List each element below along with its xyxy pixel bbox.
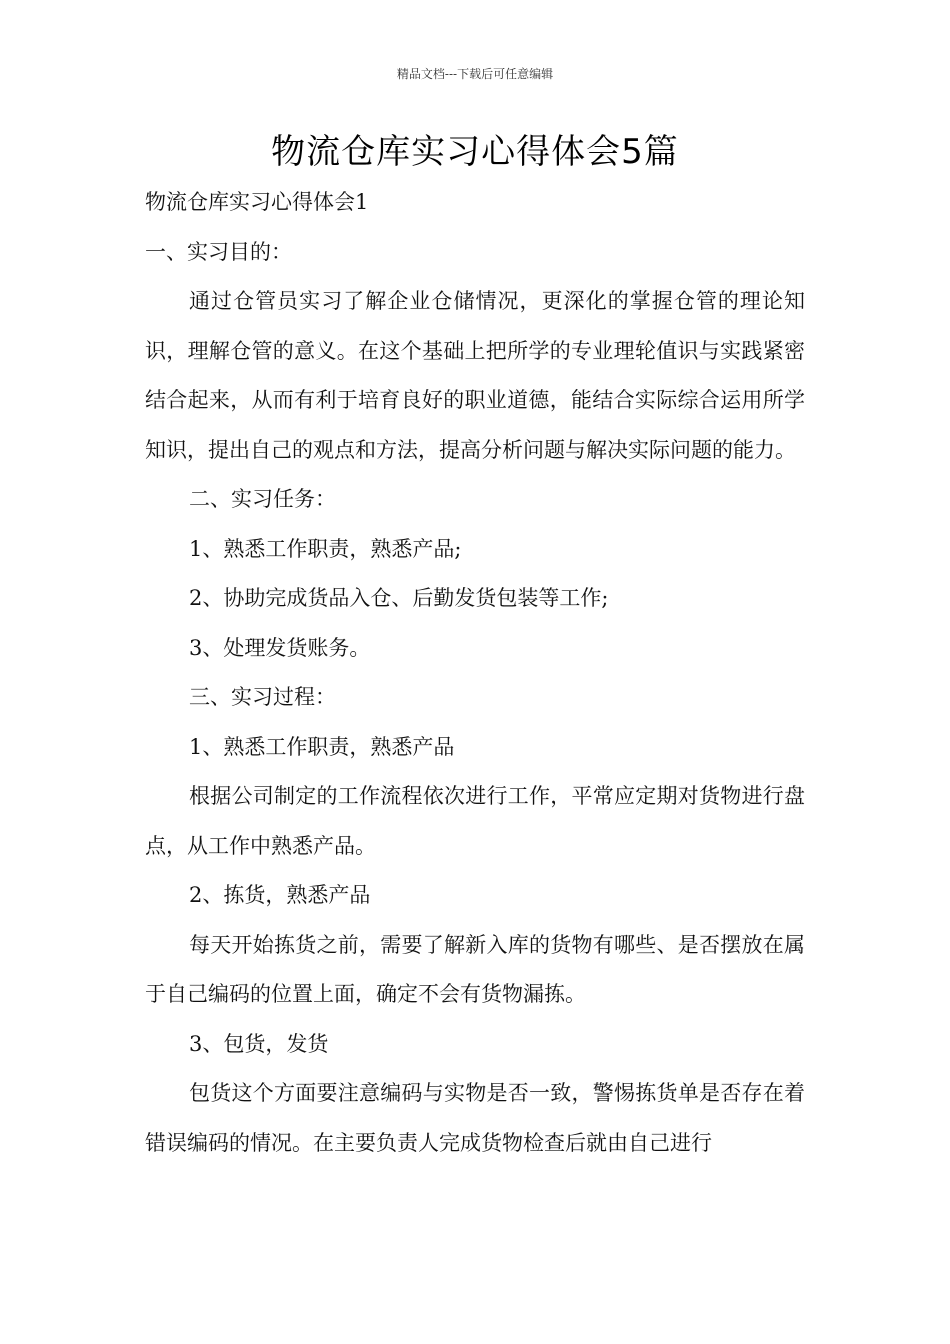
paragraph-list-item: 2、拣货，熟悉产品: [189, 883, 371, 907]
paragraph-body: 根据公司制定的工作流程依次进行工作，平常应定期对货物进行盘点，从工作中熟悉产品。: [145, 784, 805, 858]
paragraph-list-item: 1、熟悉工作职责，熟悉产品;: [189, 536, 462, 561]
document-body: [145, 178, 805, 1168]
paragraph-section-heading: 三、实习过程：: [189, 685, 336, 709]
paragraph-body: 包货这个方面要注意编码与实物是否一致，警惕拣货单是否存在着错误编码的情况。在主要负责人完成货物检查后就由自己进行: [145, 1081, 805, 1155]
paragraph-list-item: 2、协助完成货品入仓、后勤发货包装等工作;: [189, 586, 609, 610]
paragraph-section-heading: 二、实习任务：: [189, 487, 336, 511]
document-title: 物流仓库实习心得体会5篇: [271, 132, 679, 172]
paragraph-list-item: 3、包货，发货: [189, 1031, 329, 1056]
paragraph-body: 每天开始拣货之前，需要了解新入库的货物有哪些、是否摆放在属于自己编码的位置上面，确定不会有货物漏拣。: [145, 932, 805, 1006]
paragraph-purpose: 通过仓管员实习了解企业仓储情况，更深化的掌握仓管的理论知识，理解仓管的意义。在这个基础上把所学的专业理轮值识与实践紧密结合起来，从而有利于培育良好的职业道德，能结合实际综合运用所学知识，提出自己的观点和方法，提高分析问题与解决实际问题的能力。: [145, 289, 805, 462]
paragraph-section-heading: 一、实习目的：: [145, 239, 292, 264]
header-note: 精品文档---下载后可任意编辑: [396, 67, 554, 81]
paragraph-list-item: 3、处理发货账务。: [189, 635, 371, 660]
paragraph-subtitle: 物流仓库实习心得体会1: [145, 190, 369, 214]
paragraph-list-item: 1、熟悉工作职责，熟悉产品: [189, 734, 455, 759]
